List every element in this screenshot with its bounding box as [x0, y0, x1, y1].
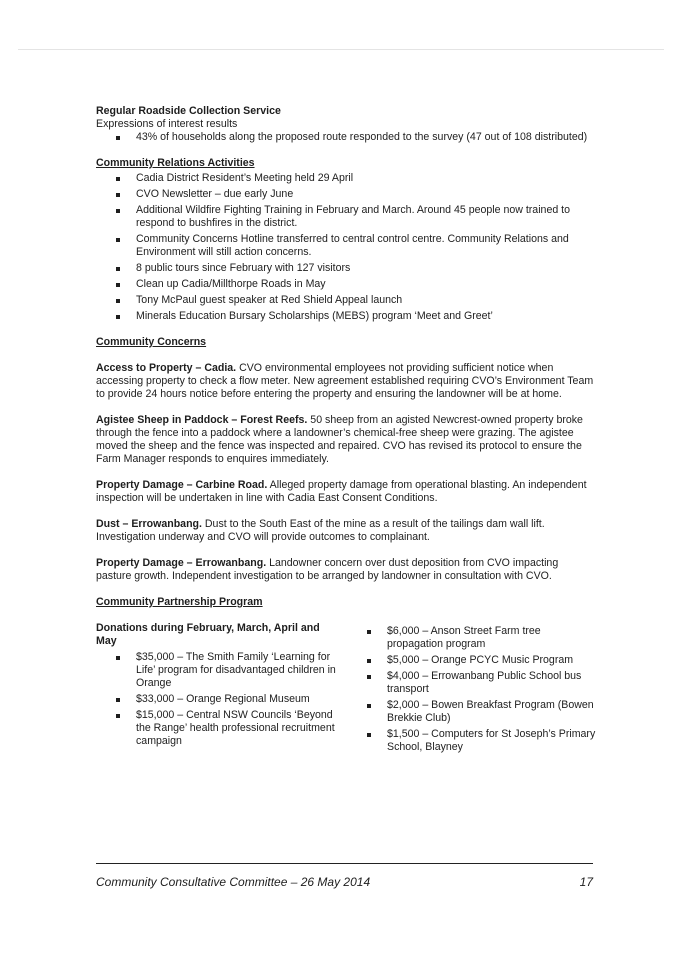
- community-relations-heading: Community Relations Activities: [96, 157, 255, 169]
- concern-paragraph: [96, 518, 596, 544]
- community-concerns-section: [96, 336, 596, 583]
- list-item: Cadia District Resident’s Meeting held 29 April: [96, 172, 596, 185]
- roadside-section: [96, 105, 596, 144]
- concern-paragraph: [96, 479, 596, 505]
- concern-paragraph: [96, 362, 596, 401]
- partnership-section: [96, 596, 596, 757]
- concern-paragraph: [96, 557, 596, 583]
- list-item: Tony McPaul guest speaker at Red Shield Appeal launch: [96, 294, 596, 307]
- list-item: $15,000 – Central NSW Councils ‘Beyond the Range’ health professional recruitment campaign: [96, 709, 342, 748]
- page-body: [96, 105, 596, 757]
- donations-columns: [96, 622, 596, 757]
- concern-text: CVO environmental employees not providing sufficient notice when accessing property to check a flow meter. New agreement established requiring CVO’s Environment Team to provide 24 hours notice before entering the property and ensuring the landowner will be at home.: [96, 362, 594, 400]
- list-item: $4,000 – Errowanbang Public School bus transport: [364, 670, 596, 696]
- roadside-bullet-list: [96, 131, 596, 144]
- community-relations-bullet-list: [96, 172, 596, 323]
- concern-text: 50 sheep from an agisted Newcrest-owned property broke through the fence into a paddock where a landowner’s chemical-free sheep were grazing. The agistee moved the sheep and the fence was inspected and repaired. CVO has revised its protocol to ensure the Farm Manager responds to enquires immediately.: [96, 414, 583, 465]
- donations-left-column: [96, 622, 342, 757]
- roadside-heading: Regular Roadside Collection Service: [96, 105, 281, 117]
- list-item: CVO Newsletter – due early June: [96, 188, 596, 201]
- concern-title: Access to Property – Cadia.: [96, 362, 237, 374]
- concern-title: Agistee Sheep in Paddock – Forest Reefs.: [96, 414, 308, 426]
- community-relations-section: [96, 157, 596, 323]
- concern-text: Alleged property damage from operational blasting. An independent inspection will be undertaken in line with Cadia East Consent Conditions.: [96, 479, 587, 504]
- roadside-intro: Expressions of interest results: [96, 118, 238, 130]
- concern-paragraph: [96, 414, 596, 466]
- donations-left-list: [96, 651, 342, 748]
- footer-title: Community Consultative Committee – 26 May 2014: [96, 875, 371, 889]
- concern-text: Landowner concern over dust deposition from CVO impacting pasture growth. Independent investigation to be arranged by landowner in consultation with CVO.: [96, 557, 559, 582]
- list-item: Additional Wildfire Fighting Training in February and March. Around 45 people now trained to respond to bushfires in the district.: [96, 204, 596, 230]
- list-item: 43% of households along the proposed route responded to the survey (47 out of 108 distributed): [96, 131, 596, 144]
- page-number: 17: [579, 875, 593, 889]
- concern-title: Property Damage – Carbine Road.: [96, 479, 268, 491]
- list-item: Clean up Cadia/Millthorpe Roads in May: [96, 278, 596, 291]
- list-item: $5,000 – Orange PCYC Music Program: [364, 654, 596, 667]
- concern-title: Dust – Errowanbang.: [96, 518, 202, 530]
- list-item: $6,000 – Anson Street Farm tree propagation program: [364, 625, 596, 651]
- concern-text: Dust to the South East of the mine as a result of the tailings dam wall lift. Investigation underway and CVO will provide outcomes to complainant.: [96, 518, 545, 543]
- list-item: $33,000 – Orange Regional Museum: [96, 693, 342, 706]
- list-item: $1,500 – Computers for St Joseph’s Primary School, Blayney: [364, 728, 596, 754]
- list-item: $2,000 – Bowen Breakfast Program (Bowen Brekkie Club): [364, 699, 596, 725]
- list-item: Community Concerns Hotline transferred to central control centre. Community Relations and Environment will still action concerns.: [96, 233, 596, 259]
- partnership-heading: Community Partnership Program: [96, 596, 263, 608]
- list-item: Minerals Education Bursary Scholarships (MEBS) program ‘Meet and Greet’: [96, 310, 596, 323]
- scan-edge-line: [18, 49, 664, 50]
- concern-title: Property Damage – Errowanbang.: [96, 557, 267, 569]
- list-item: $35,000 – The Smith Family ‘Learning for Life’ program for disadvantaged children in Orange: [96, 651, 342, 690]
- list-item: 8 public tours since February with 127 visitors: [96, 262, 596, 275]
- community-concerns-heading: Community Concerns: [96, 336, 207, 348]
- donations-right-list: [364, 625, 596, 754]
- footer-divider: [96, 863, 593, 864]
- donations-right-column: [364, 625, 596, 757]
- donations-heading: Donations during February, March, April and May: [96, 622, 320, 647]
